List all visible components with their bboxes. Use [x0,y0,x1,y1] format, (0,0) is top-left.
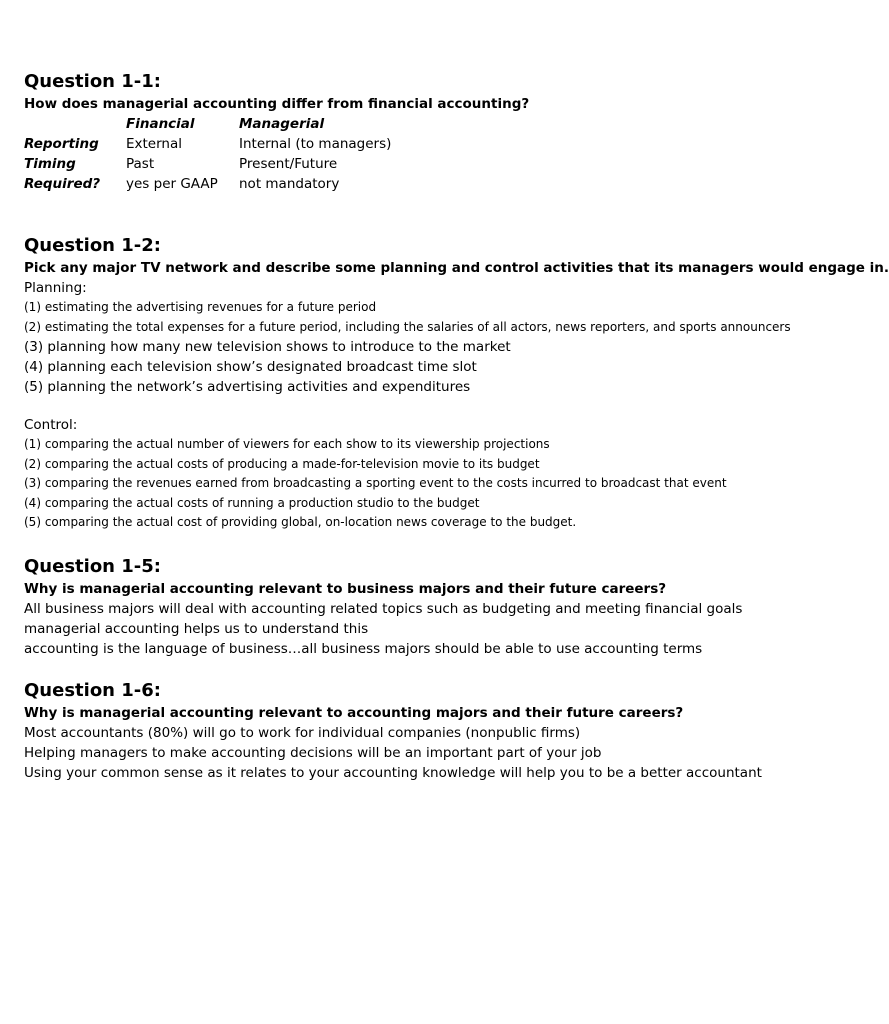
row-label: Required? [24,176,101,192]
question-1-5-title: Question 1-5: [24,555,161,577]
financial-cell: Past [126,156,155,172]
list-item: (5) planning the network’s advertising activities and expenditures [24,379,471,395]
question-1-2-title: Question 1-2: [24,235,161,256]
list-item: (4) comparing the actual costs of running a production studio to the budget [24,495,480,510]
control-label: Control: [24,417,78,433]
list-item: (2) estimating the total expenses for a future period, including the salaries of all actors, news reporters, and sports announcers [24,319,791,334]
list-item: (5) comparing the actual cost of providing global, on-location news coverage to the budget. [24,515,577,529]
managerial-cell: not mandatory [239,176,340,192]
question-1-5-prompt: Why is managerial accounting relevant to business majors and their future careers? [24,580,667,597]
financial-cell: yes per GAAP [126,176,218,192]
answer-line: Most accountants (80%) will go to work for individual companies (nonpublic firms) [24,724,581,741]
answer-line: Using your common sense as it relates to your accounting knowledge will help you to be a better accountant [24,764,762,781]
table-row [24,154,724,174]
answer-line: Helping managers to make accounting decisions will be an important part of your job [24,744,602,761]
financial-cell: External [126,136,183,152]
table-row [24,134,724,154]
answer-line: All business majors will deal with accounting related topics such as budgeting and meeting financial goals [24,600,743,617]
question-1-2-prompt: Pick any major TV network and describe some planning and control activities that its managers would engage in. [24,260,889,276]
question-1-6-prompt: Why is managerial accounting relevant to accounting majors and their future careers? [24,704,684,721]
table-header-blank [24,114,126,134]
answer-line: accounting is the language of business…all business majors should be able to use accounting terms [24,640,703,657]
row-label: Reporting [24,136,99,152]
managerial-cell: Internal (to managers) [239,136,392,152]
row-label: Timing [24,156,76,172]
question-1-6-title: Question 1-6: [24,679,161,701]
question-1-1-title: Question 1-1: [24,71,161,92]
document-sheet [24,70,889,783]
answer-line: managerial accounting helps us to understand this [24,620,369,637]
comparison-table-header [24,114,724,134]
list-item: (3) comparing the revenues earned from broadcasting a sporting event to the costs incurred to broadcast that event [24,476,727,490]
table-header-financial: Financial [126,116,195,132]
table-header-managerial: Managerial [239,116,325,132]
list-item: (1) comparing the actual number of viewers for each show to its viewership projections [24,437,550,451]
list-item: (2) comparing the actual costs of producing a made-for-television movie to its budget [24,456,540,471]
list-item: (4) planning each television show’s designated broadcast time slot [24,359,477,375]
question-1-1-prompt: How does managerial accounting differ from financial accounting? [24,96,530,112]
planning-label: Planning: [24,280,87,296]
list-item: (3) planning how many new television shows to introduce to the market [24,339,511,355]
table-row [24,174,724,194]
list-item: (1) estimating the advertising revenues for a future period [24,300,377,314]
managerial-cell: Present/Future [239,156,338,172]
